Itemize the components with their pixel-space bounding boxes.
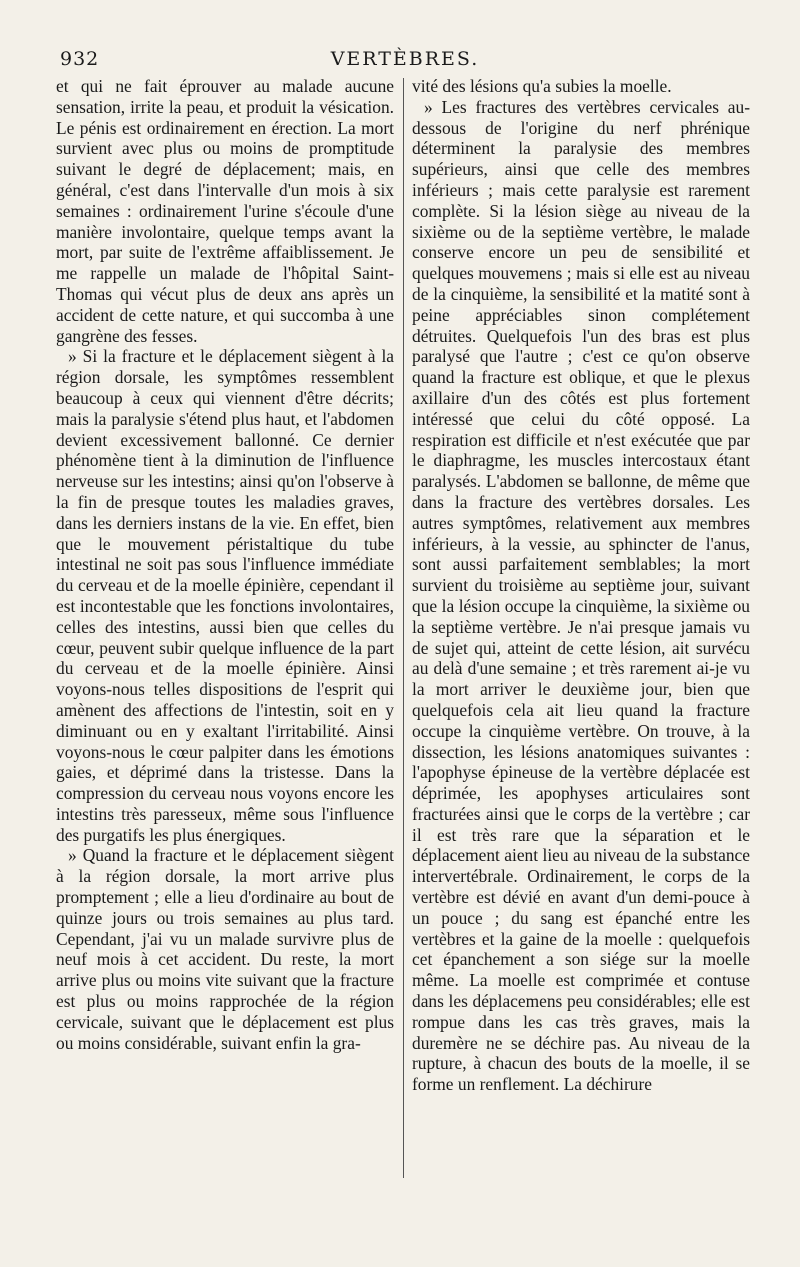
running-head: VERTÈBRES. — [330, 48, 480, 70]
page-header — [60, 48, 750, 74]
paragraph: et qui ne fait éprouver au malade aucune sensation, irrite la peau, et produit la vésication. Le pénis est ordinairement en érection. La mort survient avec plus ou moins de promptitude suivant le degré de déplacement; mais, en général, c'est dans l'intervalle d'un mois à six semaines : ordinairement l'urine s'écoule d'une manière involontaire, quelque temps avant la mort, par suite de l'extrême affaiblissement. Je me rappelle un malade de l'hôpital Saint-Thomas qui vécut plus de deux ans après un accident de cette nature, et qui succomba à une gangrène des fesses. — [56, 76, 394, 346]
column-divider — [403, 78, 404, 1178]
paragraph: » Si la fracture et le déplacement siègent à la région dorsale, les symptômes ressemblent beaucoup à ceux qui viennent d'être décrits; mais la paralysie s'étend plus haut, et l'abdomen devient excessivement ballonné. Ce dernier phénomène tient à la diminution de l'influence nerveuse sur les intestins; ainsi qu'on l'observe à la fin de presque toutes les maladies graves, dans les derniers instans de la vie. En effet, bien que le mouvement péristaltique du tube intestinal ne soit pas sous l'influence immédiate du cerveau et de la moelle épinière, cependant il est incontestable que les fonctions involontaires, celles des intestins, aussi bien que celles du cœur, peuvent subir quelque influence de la part du cerveau et de la moelle épinière. Ainsi voyons-nous telles dispositions de l'esprit qui amènent des affections de l'intestin, soit en y diminuant ou en y exaltant l'irritabilité. Ainsi voyons-nous le cœur palpiter dans les émotions gaies, et déprimé dans la tristesse. Dans la compression du cerveau nous voyons encore les intestins très paresseux, même sous l'influence des purgatifs les plus énergiques. — [56, 346, 394, 845]
right-column — [412, 76, 750, 1095]
page-number: 932 — [60, 48, 100, 70]
paragraph: vité des lésions qu'a subies la moelle. — [412, 76, 672, 96]
paragraph: » Les fractures des vertèbres cervicales au-dessous de l'origine du nerf phrénique déterminent la paralysie des membres supérieurs, ainsi que celle des membres inférieurs ; mais cette paralysie est rarement complète. Si la lésion siège au niveau de la sixième ou de la septième vertèbre, le malade conserve encore un peu de sensibilité et quelques mouvemens ; mais si elle est au niveau de la cinquième, la sensibilité et la matité sont à peine appréciables sinon complétement détruites. Quelquefois l'un des bras est plus paralysé que l'autre ; c'est ce qu'on observe quand la fracture est oblique, et que le plexus axillaire d'un des côtés est plus fortement intéressé que celui du côté opposé. La respiration est difficile et n'est exécutée que par le diaphragme, les muscles intercostaux étant paralysés. L'abdomen se ballonne, de même que dans la fracture des vertèbres dorsales. Les autres symptômes, relativement aux membres inférieurs, à la vessie, au sphincter de l'anus, sont aussi parfaitement semblables; la mort survient du troisième au septième jour, suivant que la lésion occupe la cinquième, la sixième ou la septième vertèbre. Je n'ai presque jamais vu de sujet qui, atteint de cette lésion, ait survécu au delà d'une semaine ; et très rarement ai-je vu la mort arriver le deuxième jour, bien que quelquefois cela ait lieu quand la fracture occupe la cinquième vertèbre. On trouve, à la dissection, les lésions anatomiques suivantes : l'apophyse épineuse de la vertèbre déplacée est déprimée, les apophyses articulaires sont fracturées ainsi que le corps de la vertèbre ; car il est très rare que la séparation et le déplacement aient lieu au niveau de la substance intervertébrale. Ordinairement, le corps de la vertèbre est dévié en avant d'un demi-pouce à un pouce ; du sang est épanché entre les vertèbres et la gaine de la moelle : quelquefois cet épanchement a son siége sur la moelle même. La moelle est comprimée et contuse dans les déplacemens peu considérables; elle est rompue dans les cas très graves, mais la duremère ne se déchire pas. Au niveau de la rupture, à chacun des bouts de la moelle, il se forme un renflement. La déchirure — [412, 96, 750, 1095]
paragraph: » Quand la fracture et le déplacement siègent à la région dorsale, la mort arrive plus promptement ; elle a lieu d'ordinaire au bout de quinze jours ou trois semaines au plus tard. Cependant, j'ai vu un malade survivre plus de neuf mois à cet accident. Du reste, la mort arrive plus ou moins vite suivant que la fracture est plus ou moins rapprochée de la région cervicale, suivant que le déplacement est plus ou moins considérable, suivant enfin la gra- — [56, 845, 394, 1053]
left-column — [56, 76, 394, 1053]
